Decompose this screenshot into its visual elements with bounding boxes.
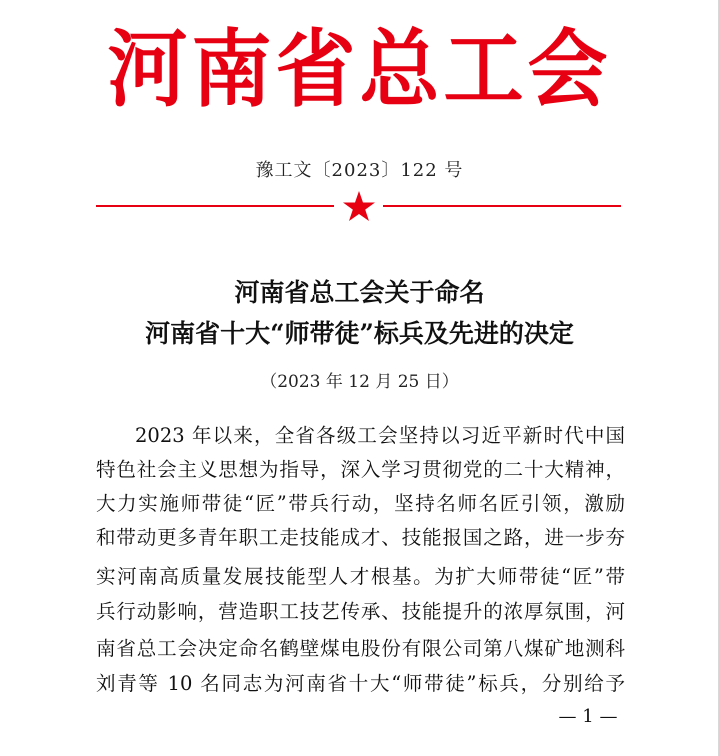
page-number: — 1 — — [558, 706, 618, 727]
masthead-title: 河南省总工会 — [107, 20, 612, 119]
body-line: 特色社会主义思想为指导，深入学习贯彻党的二十大精神， — [96, 458, 625, 481]
body-line: 南省总工会决定命名鹤壁煤电股份有限公司第八煤矿地测科 — [96, 637, 625, 660]
body-line: 大力实施师带徒“匠”带兵行动，坚持名师名匠引领，激励 — [96, 492, 625, 515]
document-number: 豫工文〔2023〕122 号 — [255, 160, 464, 181]
document-title-line-2: 河南省十大“师带徒”标兵及先进的决定 — [145, 319, 574, 348]
body-line: 实河南高质量发展技能型人才根基。为扩大师带徒“匠”带 — [96, 565, 625, 588]
body-line: 兵行动影响，营造职工技艺传承、技能提升的浓厚氛围，河 — [96, 600, 625, 623]
document-title-line-1: 河南省总工会关于命名 — [234, 278, 485, 307]
red-rule-left — [96, 205, 334, 207]
body-line: 和带动更多青年职工走技能成才、技能报国之路，进一步夯 — [96, 526, 625, 549]
red-rule-right — [383, 205, 621, 207]
body-line: 刘青等 10 名同志为河南省十大“师带徒”标兵，分别给予 — [96, 672, 625, 695]
body-line: 2023 年以来，全省各级工会坚持以习近平新时代中国 — [135, 424, 625, 447]
document-date: （2023 年 12 月 25 日） — [260, 372, 459, 392]
star-icon — [342, 190, 376, 222]
